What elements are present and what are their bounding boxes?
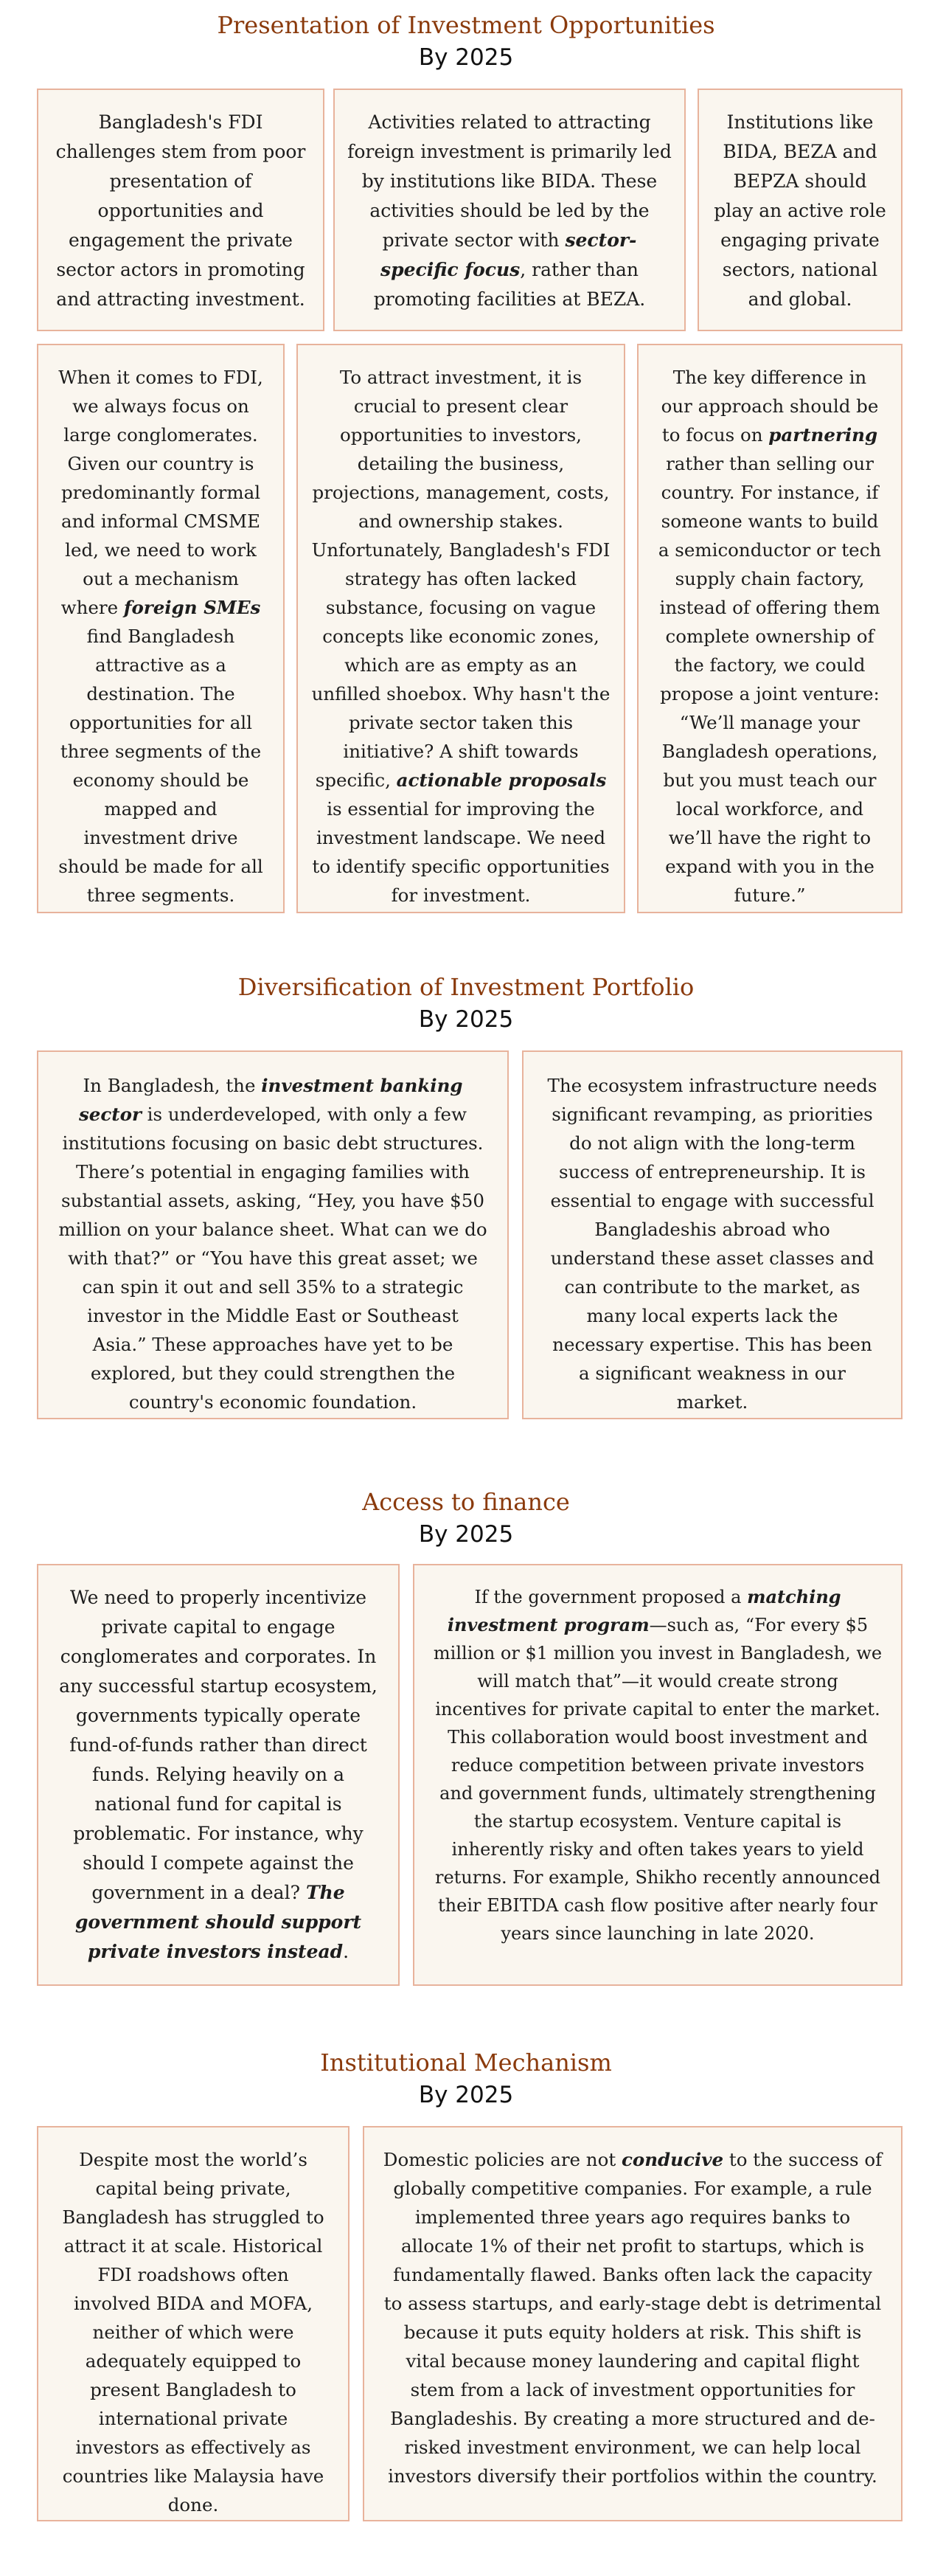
card-private-capital-incentives	[37, 1564, 400, 1986]
card-emphasis: The government should support private investors instead	[74, 1882, 362, 1962]
card-domestic-policies	[363, 2126, 903, 2521]
card-text: Bangladesh's FDI challenges stem from poor presentation of opportunities and engagement the private sector actors in promoting and attracting investment.	[55, 111, 306, 310]
card-text: Institutions like BIDA, BEZA and BEPZA should play an active role engaging private sectors, national and global.	[714, 111, 886, 310]
card-text: , rather than promoting facilities at BEZA.	[373, 259, 646, 310]
card-text: find Bangladesh attractive as a destination. The opportunities for all three segments of the economy should be mapped and investment drive should be made for all three segments.	[58, 626, 263, 906]
card-emphasis: partnering	[768, 424, 878, 446]
card-partnering	[637, 344, 903, 913]
card-text: In Bangladesh, the	[83, 1075, 262, 1096]
card-emphasis: sector-specific focus	[380, 229, 637, 280]
card-text: Domestic policies are not	[383, 2149, 622, 2170]
section-title: Access to finance	[362, 1488, 570, 1516]
section-subtitle: By 2025	[418, 1006, 514, 1033]
card-text: To attract investment, it is crucial to present clear opportunities to investors, detailing the business, projections, management, costs, and ownership stakes. Unfortunately, Bangladesh's FDI strategy has often lacked substance, focusing on vague concepts like economic zones, which are as empty as an unfilled shoebox. Why hasn't the private sector taken this initiative? A shift towards specific,	[311, 367, 611, 791]
card-text: is essential for improving the investment landscape. We need to identify specific opportunities for investment.	[312, 798, 610, 906]
card-institutions-role	[698, 89, 903, 331]
card-text: rather than selling our country. For instance, if someone wants to build a semiconductor or tech supply chain factory, instead of offering them complete ownership of the factory, we could propose a joint venture: “We’ll manage your Bangladesh operations, but you must teach our local workforce, and we’ll have the right to expand with you in the future.”	[658, 453, 882, 906]
card-text: The ecosystem infrastructure needs significant revamping, as priorities do not align with the long-term success of entrepreneurship. It is essential to engage with successful Bangladeshis abroad who understand these asset classes and can contribute to the market, as many local experts lack the necessary expertise. This has been a significant weakness in our market.	[547, 1075, 877, 1413]
card-text: is underdeveloped, with only a few institutions focusing on basic debt structures. There’s potential in engaging families with substantial assets, asking, “Hey, you have $50 million on your balance sheet. What can we do with that?” or “You have this great asset; we can spin it out and sell 35% to a strategic investor in the Middle East or Southeast Asia.” These approaches have yet to be explored, but they could strengthen the country's economic foundation.	[58, 1104, 487, 1413]
card-foreign-investment-activities	[333, 89, 686, 331]
card-investment-banking	[37, 1050, 509, 1419]
section-subtitle: By 2025	[418, 44, 514, 71]
card-foreign-smes	[37, 344, 285, 913]
section-subtitle: By 2025	[418, 2082, 514, 2108]
section-subtitle: By 2025	[418, 1521, 514, 1548]
card-emphasis: conducive	[621, 2149, 724, 2170]
section-title: Diversification of Investment Portfolio	[237, 973, 695, 1001]
card-text: .	[343, 1941, 350, 1962]
card-text: Activities related to attracting foreign investment is primarily led by institutions like BIDA. These activities should be led by the private sector with	[347, 111, 672, 251]
section-title: Institutional Mechanism	[320, 2049, 612, 2077]
card-matching-investment-program	[413, 1564, 903, 1986]
card-emphasis: matching investment program	[447, 1586, 841, 1635]
card-text: —such as, “For every $5 million or $1 million you invest in Bangladesh, we will match that”—it would create strong incentives for private capital to enter the market. This collaboration would boost investment and reduce competition between private investors and government funds, ultimately strengthening the startup ecosystem. Venture capital is inherently risky and often takes years to yield returns. For example, Shikho recently announced their EBITDA cash flow positive after nearly four years since launching in late 2020.	[433, 1615, 883, 1944]
section-title: Presentation of Investment Opportunities	[217, 11, 715, 39]
card-text: If the government proposed a	[474, 1587, 748, 1607]
card-text: When it comes to FDI, we always focus on large conglomerates. Given our country is predominantly formal and informal CMSME led, we need to work out a mechanism where	[58, 367, 263, 618]
card-text: Despite most the world’s capital being private, Bangladesh has struggled to attract it at scale. Historical FDI roadshows often involved BIDA and MOFA, neither of which were adequately equipped to present Bangladesh to international private investors as effectively as countries like Malaysia have done.	[62, 2149, 324, 2516]
card-emphasis: investment banking sector	[78, 1075, 463, 1125]
card-private-capital-attraction	[37, 2126, 350, 2521]
card-emphasis: actionable proposals	[396, 769, 607, 791]
card-text: to the success of globally competitive companies. For example, a rule implemented three years ago requires banks to allocate 1% of their net profit to startups, which is fundamentally flawed. Banks often lack the capacity to assess startups, and early-stage debt is detrimental because it puts equity holders at risk. This shift is vital because money laundering and capital flight stem from a lack of investment opportunities for Bangladeshis. By creating a more structured and de-risked investment environment, we can help local investors diversify their portfolios within the country.	[383, 2149, 883, 2487]
card-actionable-proposals	[296, 344, 625, 913]
card-text: The key difference in our approach should be to focus on	[661, 367, 879, 446]
card-fdi-challenges	[37, 89, 324, 331]
card-text: We need to properly incentivize private capital to engage conglomerates and corporates. In any successful startup ecosystem, governments typically operate fund-of-funds rather than direct funds. Relying heavily on a national fund for capital is problematic. For instance, why should I compete against the government in a deal?	[59, 1587, 378, 1903]
card-emphasis: foreign SMEs	[123, 597, 261, 618]
card-ecosystem-infrastructure	[522, 1050, 903, 1419]
